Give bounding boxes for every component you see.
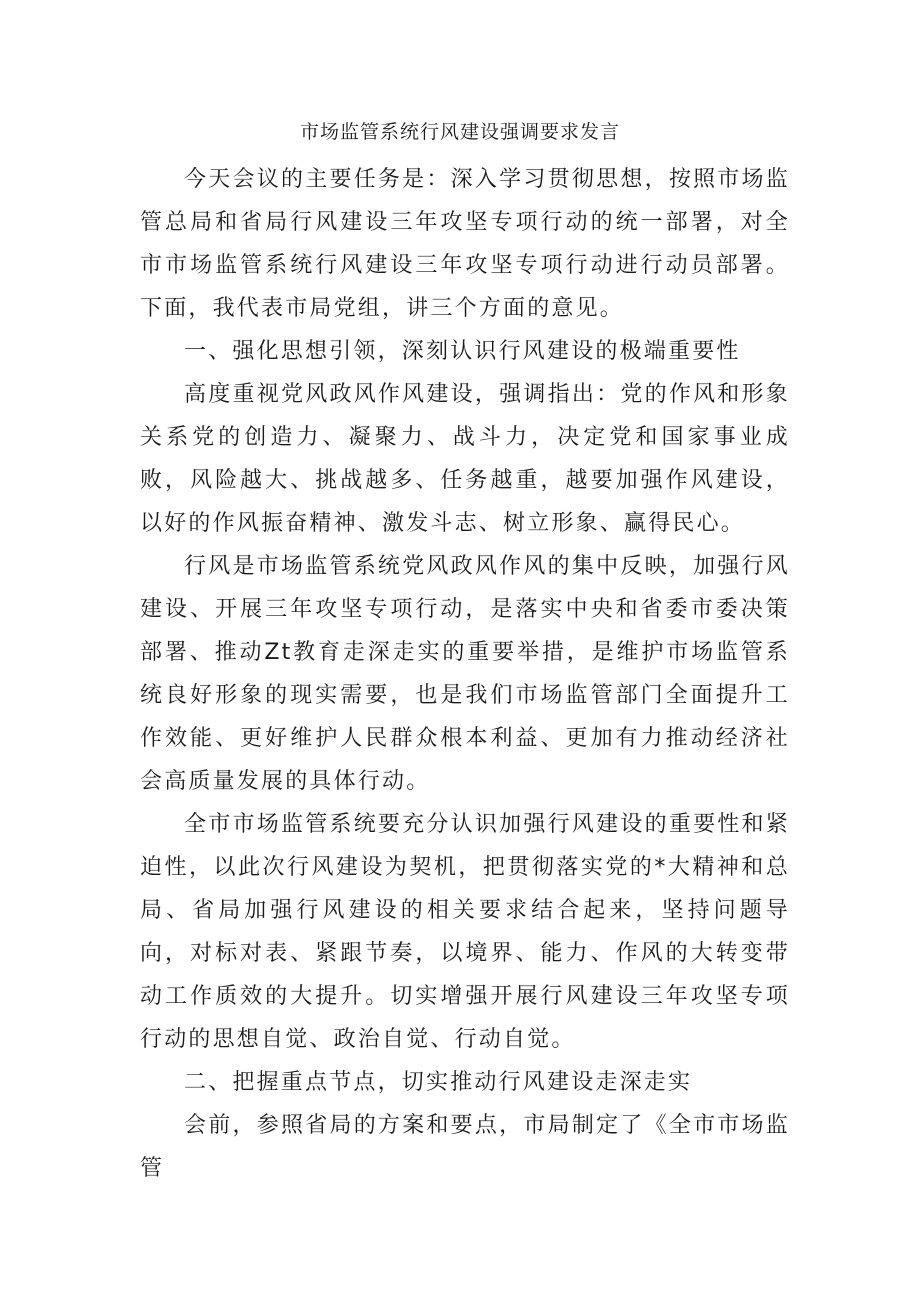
document-body: [140, 158, 790, 1190]
paragraph-industry-style: 行风是市场监管系统党风政风作风的集中反映，加强行风建设、开展三年攻坚专项行动，是落实中央和省委市委决策部署、推动Zt教育走深走实的重要举措，是维护市场监管系统良好形象的现实需要，也是我们市场监管部门全面提升工作效能、更好维护人民群众根本利益、更加有力推动经济社会高质量发展的具体行动。: [140, 554, 790, 794]
section-heading-2: 二、把握重点节点，切实推动行风建设走深走实: [184, 1070, 693, 1095]
paragraph-style-importance: 高度重视党风政风作风建设，强调指出：党的作风和形象关系党的创造力、凝聚力、战斗力，决定党和国家事业成败，风险越大、挑战越多、任务越重，越要加强作风建设，以好的作风振奋精神、激发斗志、树立形象、赢得民心。: [140, 382, 790, 536]
paragraph-awareness: 全市市场监管系统要充分认识加强行风建设的重要性和紧迫性，以此次行风建设为契机，把贯彻落实党的*大精神和总局、省局加强行风建设的相关要求结合起来，坚持问题导向，对标对表、紧跟节奏，以境界、能力、作风的大转变带动工作质效的大提升。切实增强开展行风建设三年攻坚专项行动的思想自觉、政治自觉、行动自觉。: [140, 812, 790, 1052]
section-heading-1: 一、强化思想引领，深刻认识行风建设的极端重要性: [184, 339, 741, 364]
paragraph-intro: 今天会议的主要任务是：深入学习贯彻思想，按照市场监管总局和省局行风建设三年攻坚专项行动的统一部署，对全市市场监管系统行风建设三年攻坚专项行动进行动员部署。下面，我代表市局党组，讲三个方面的意见。: [140, 167, 790, 321]
paragraph-plan: 会前，参照省局的方案和要点，市局制定了《全市市场监管: [140, 1113, 790, 1181]
document-title: 市场监管系统行风建设强调要求发言: [299, 121, 620, 143]
